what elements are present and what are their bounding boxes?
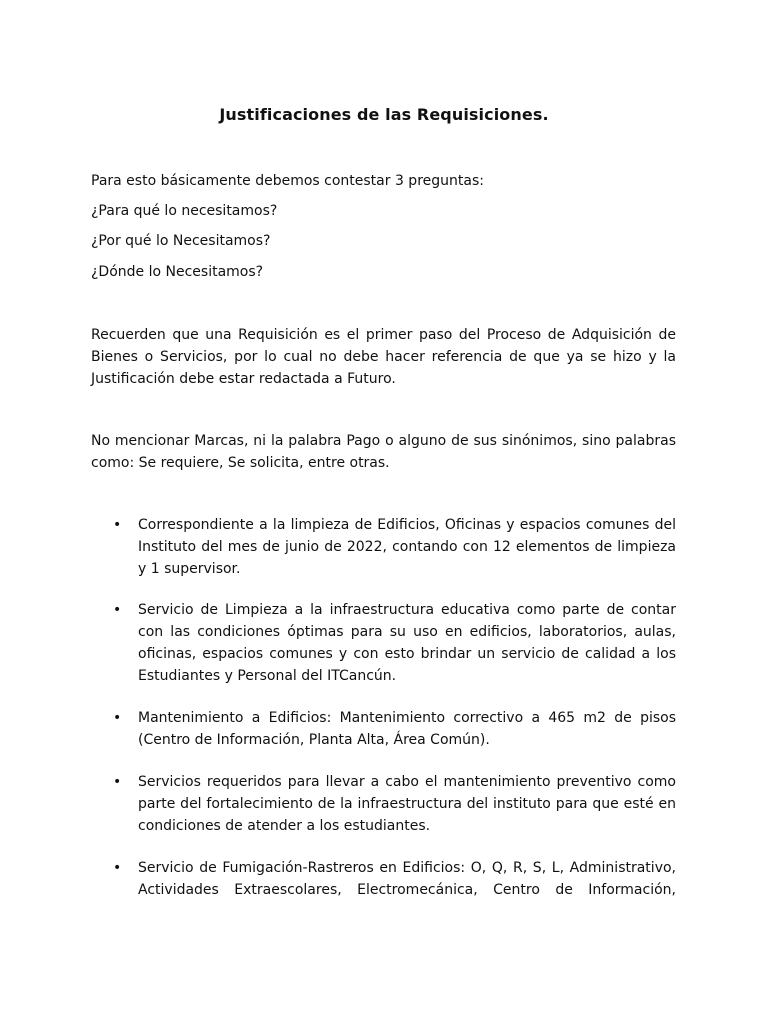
bullet-icon: • (113, 602, 122, 618)
list-item-text: Correspondiente a la limpieza de Edificios, Oficinas y espacios comunes del Instituto del mes de junio de 2022, contando con 12 elementos de limpieza y 1 supervisor. (138, 517, 676, 577)
paragraph-no-brands: No mencionar Marcas, ni la palabra Pago o alguno de sus sinónimos, sino palabras como: Se requiere, Se solicita, entre otras. (91, 433, 676, 471)
bullet-icon: • (113, 710, 122, 726)
paragraph-requisition: Recuerden que una Requisición es el primer paso del Proceso de Adquisición de Bienes o Servicios, por lo cual no debe hacer referencia de que ya se hizo y la Justificación debe estar redactada a Futuro. (91, 327, 676, 387)
question-2: ¿Por qué lo Necesitamos? (91, 233, 271, 249)
document-title: Justificaciones de las Requisiciones. (219, 105, 549, 124)
list-item-text: Mantenimiento a Edificios: Mantenimiento correctivo a 465 m2 de pisos (Centro de Información, Planta Alta, Área Común). (138, 710, 676, 748)
list-item-text: Servicio de Fumigación-Rastreros en Edificios: O, Q, R, S, L, Administrativo, Actividades Extraescolares, Electromecánica, Centro de Información, (138, 860, 676, 898)
list-item-text: Servicios requeridos para llevar a cabo el mantenimiento preventivo como parte del fortalecimiento de la infraestructura del instituto para que esté en condiciones de atender a los estudiantes. (138, 774, 676, 834)
intro-text: Para esto básicamente debemos contestar 3 preguntas: (91, 173, 484, 189)
bullet-icon: • (113, 517, 122, 533)
question-3: ¿Dónde lo Necesitamos? (91, 264, 264, 280)
list-item-text: Servicio de Limpieza a la infraestructura educativa como parte de contar con las condiciones óptimas para su uso en edificios, laboratorios, aulas, oficinas, espacios comunes y con esto brindar un servicio de calidad a los Estudiantes y Personal del ITCancún. (138, 602, 676, 684)
bullet-icon: • (113, 860, 122, 876)
question-1: ¿Para qué lo necesitamos? (91, 203, 278, 219)
bullet-icon: • (113, 774, 122, 790)
